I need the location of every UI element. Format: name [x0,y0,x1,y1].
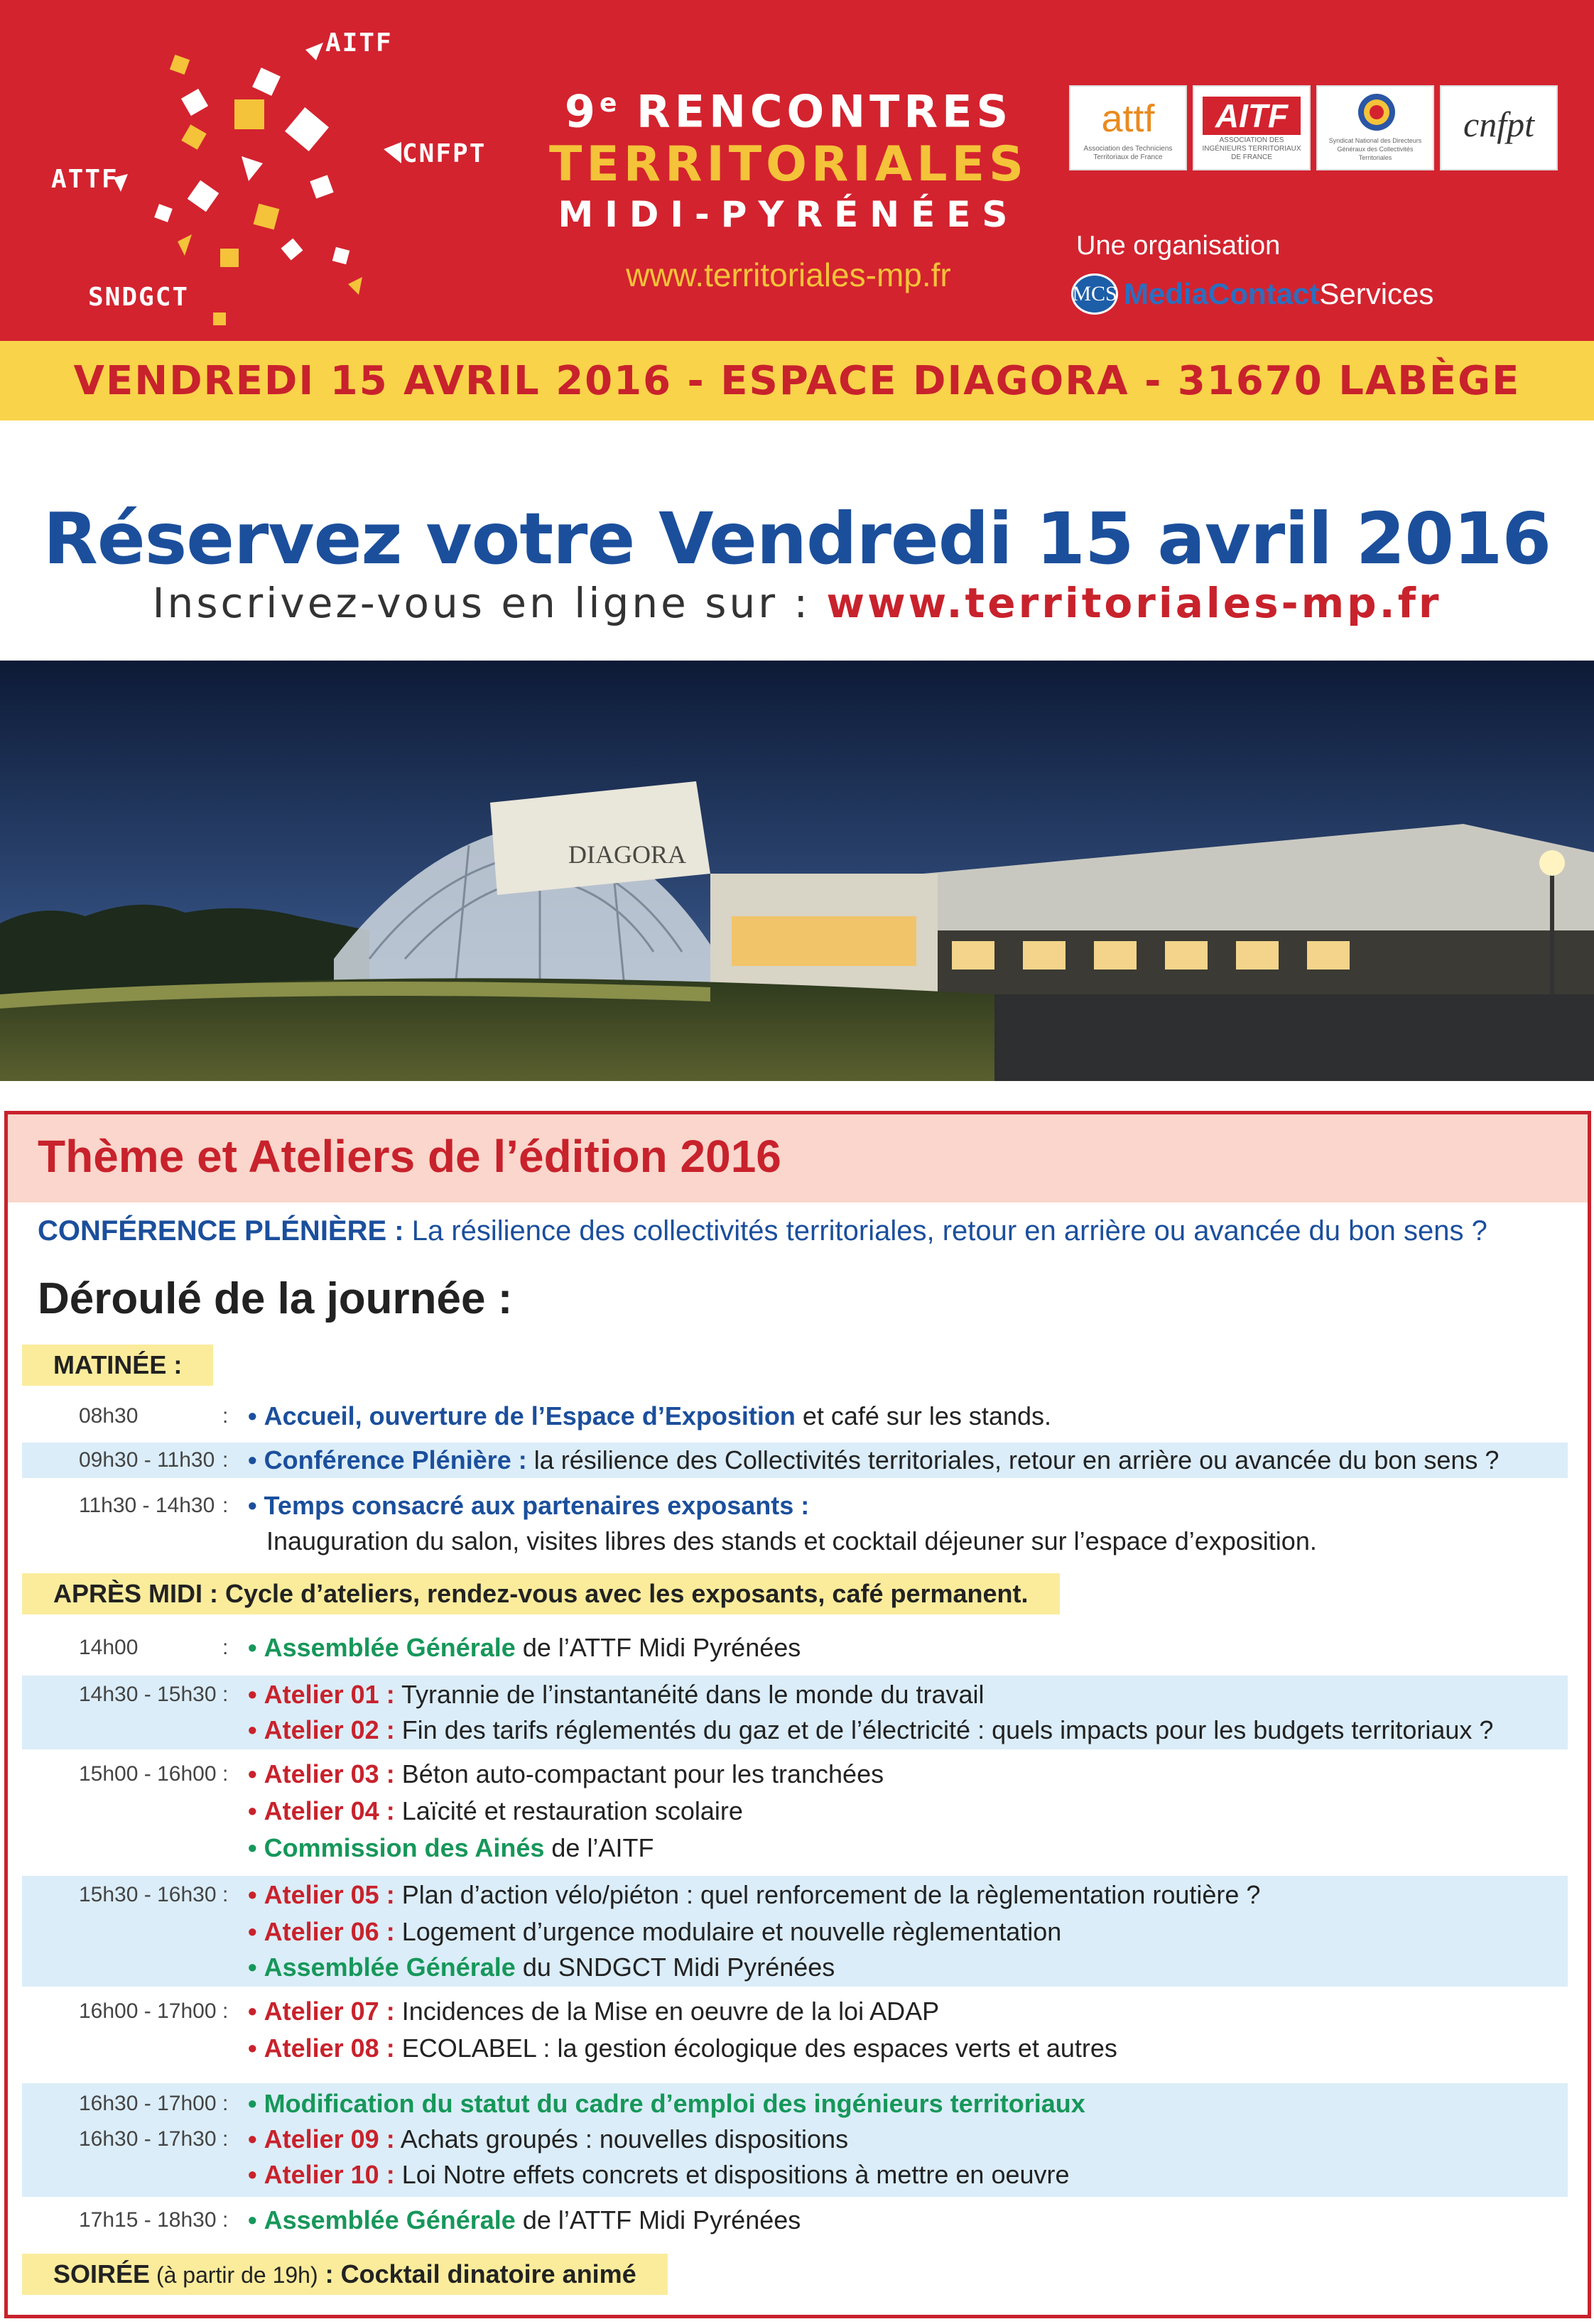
schedule-row: 08h30 : • Accueil, ouverture de l’Espace d’Exposition et café sur les stands. [79,1401,1052,1430]
event-title-line1: 9e RENCONTRES [564,85,1013,138]
reserve-title: Réservez votre Vendredi 15 avril 2016 [43,497,1551,580]
program-heading: Thème et Ateliers de l’édition 2016 [38,1131,781,1182]
schedule-row: 17h15 - 18h30 : • Assemblée Générale de l’ATTF Midi Pyrénées [79,2205,801,2235]
aitf-label: AITF [325,28,393,58]
sndgct-label: SNDGCT [88,283,190,312]
event-title-line2: TERRITORIALES [548,136,1029,192]
event-title-line3: MIDI-PYRÉNÉES [558,193,1019,235]
schedule-row: 16h30 - 17h00 : • Modification du statut du cadre d’emploi des ingénieurs territoriaux 16h30 - 17h30 : • Atelier 09 : Achats groupés : nouvelles dispositions • Atelier 10 : Loi Notre effets concrets et dispositions à mettre en oeuvre [22,2083,1568,2197]
diagora-sign: DIAGORA [568,840,686,869]
event-url-link[interactable]: www.territoriales-mp.fr [626,256,951,293]
sndgct-logo: Syndicat National des Directeurs Généraux des Collectivités Territoriales [1316,85,1434,170]
partner-logos [1069,85,1558,170]
attf-logo: attf Association des Techniciens Territoriaux de France [1069,85,1187,170]
schedule-row: 16h00 - 17h00 : • Atelier 07 : Incidences de la Mise en oeuvre de la loi ADAP • Atelier 08 : ECOLABEL : la gestion écologique des espaces verts et autres [79,1997,1117,2063]
header-banner [0,0,1594,341]
program-header [8,1114,1588,1202]
cnfpt-logo: cnfpt [1440,85,1558,170]
soiree-tag: SOIRÉE (à partir de 19h) : Cocktail dinatoire animé [22,2254,668,2295]
pleniere-summary: CONFÉRENCE PLÉNIÈRE : La résilience des collectivités territoriales, retour en arrière ou avancée du bon sens ? [38,1215,1487,1247]
aitf-logo: AITF ASSOCIATION DES INGÉNIEURS TERRITORIAUX DE FRANCE [1193,85,1311,170]
schedule-row: 14h00 : • Assemblée Générale de l’ATTF Midi Pyrénées [79,1633,801,1662]
mediacontact-logo: MCS MediaContactServices [1071,273,1433,315]
day-schedule-heading: Déroulé de la journée : [38,1274,513,1323]
cnfpt-label: CNFPT [402,139,487,168]
schedule-row: 14h30 - 15h30 : • Atelier 01 : Tyrannie de l’instantanéité dans le monde du travail • Atelier 02 : Fin des tarifs réglementés du gaz et de l’électricité : quels impacts pour les budgets territoriaux ? [22,1676,1568,1749]
attf-label: ATTF [51,165,119,194]
matinee-tag: MATINÉE : [22,1345,213,1386]
registration-link[interactable]: www.territoriales-mp.fr [826,579,1442,627]
apres-midi-tag: APRÈS MIDI : Cycle d’ateliers, rendez-vous avec les exposants, café permanent. [22,1573,1060,1614]
date-bar [0,341,1594,420]
venue-photo [0,661,1594,1081]
organisation-label: Une organisation [1076,231,1281,261]
reserve-subtitle: Inscrivez-vous en ligne sur : www.territoriales-mp.fr [152,579,1442,627]
event-date-location: VENDREDI 15 AVRIL 2016 - ESPACE DIAGORA - 31670 LABÈGE [73,357,1521,404]
msc-badge-icon: MCS [1071,273,1118,315]
event-title [540,78,1037,237]
schedule-row: 15h30 - 16h30 : • Atelier 05 : Plan d’action vélo/piéton : quel renforcement de la règlementation routière ? • Atelier 06 : Logement d’urgence modulaire et nouvelle règlementation • Assemblée Générale du SNDGCT Midi Pyrénées [22,1876,1568,1987]
sndgct-emblem-icon [1318,87,1434,136]
schedule-row: 11h30 - 14h30 : • Temps consacré aux partenaires exposants : Inauguration du salon, visites libres des stands et cocktail déjeuner sur l’espace d’exposition. [79,1491,1317,1555]
schedule-row: 09h30 - 11h30 : • Conférence Plénière : la résilience des Collectivités territoriales, retour en arrière ou avancée du bon sens ? [22,1443,1568,1478]
program-box [4,1111,1591,2318]
schedule-row: 15h00 - 16h00 : • Atelier 03 : Béton auto-compactant pour les tranchées • Atelier 04 : Laïcité et restauration scolaire • Commission des Ainés de l’AITF [79,1759,884,1862]
